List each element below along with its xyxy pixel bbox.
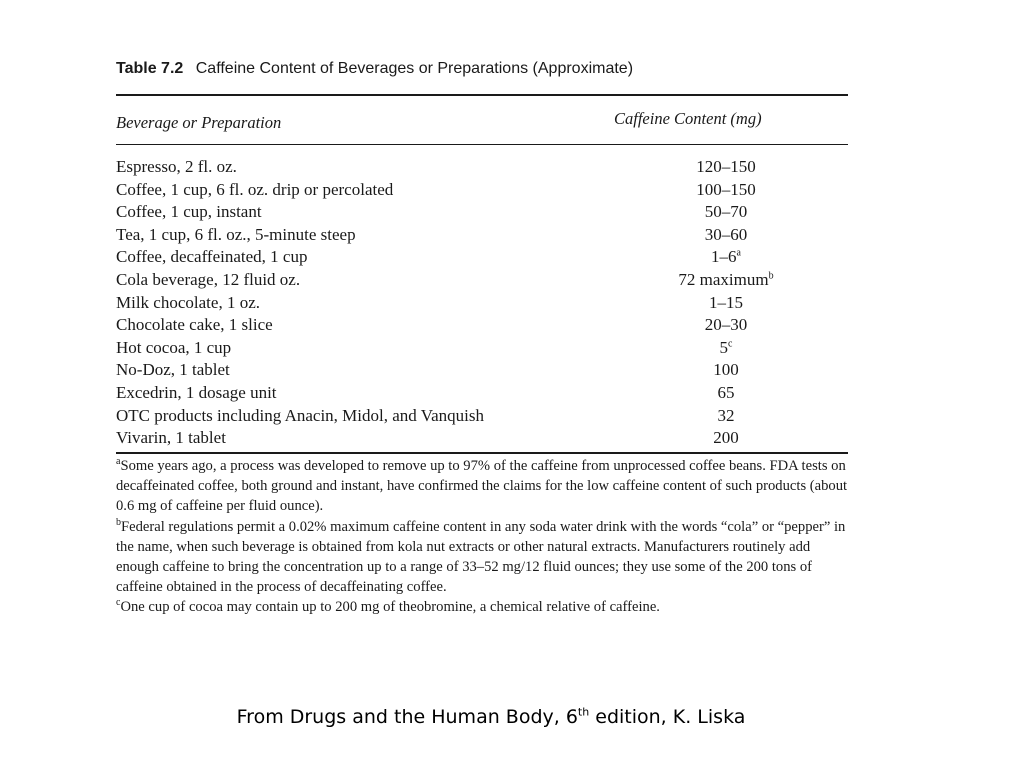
caffeine-value: 100–150 bbox=[696, 179, 756, 199]
caffeine-value: 120–150 bbox=[696, 157, 756, 176]
caffeine-cell bbox=[658, 314, 794, 337]
table-row bbox=[116, 269, 836, 292]
caffeine-value: 30–60 bbox=[704, 224, 748, 244]
table-row bbox=[116, 156, 836, 179]
footnote bbox=[116, 517, 856, 598]
table-row bbox=[116, 337, 836, 360]
footnote-mark: a bbox=[116, 456, 121, 468]
table-row bbox=[116, 201, 836, 224]
table-row bbox=[116, 382, 836, 405]
caffeine-cell bbox=[658, 427, 794, 450]
column-header-caffeine: Caffeine Content (mg) bbox=[614, 109, 762, 128]
beverage-cell: Espresso, 2 fl. oz. bbox=[116, 157, 237, 176]
table-row bbox=[116, 224, 836, 247]
caffeine-value: 1–6 bbox=[711, 247, 737, 267]
table-title: Caffeine Content of Beverages or Preparations (Approximate) bbox=[195, 60, 634, 77]
caffeine-cell bbox=[658, 382, 794, 405]
footnote-marker: c bbox=[728, 338, 733, 350]
caffeine-value: 32 bbox=[717, 405, 735, 425]
beverage-cell: Chocolate cake, 1 slice bbox=[116, 315, 273, 335]
caffeine-cell bbox=[658, 201, 794, 224]
beverage-cell: Cola beverage, 12 fluid oz. bbox=[116, 269, 301, 289]
top-rule bbox=[116, 94, 848, 96]
source-text-end: edition, K. Liska bbox=[589, 706, 746, 728]
beverage-cell: Milk chocolate, 1 oz. bbox=[116, 292, 260, 312]
bottom-rule bbox=[116, 452, 848, 454]
footnotes bbox=[116, 456, 856, 618]
beverage-cell: Hot cocoa, 1 cup bbox=[116, 337, 232, 357]
footnote bbox=[116, 597, 856, 617]
caffeine-cell bbox=[658, 224, 794, 247]
footnote-mark: b bbox=[116, 516, 121, 528]
table-row bbox=[116, 246, 836, 269]
table-row bbox=[116, 405, 836, 428]
table-row bbox=[116, 314, 836, 337]
caffeine-cell bbox=[658, 179, 794, 202]
beverage-cell: Coffee, 1 cup, 6 fl. oz. drip or percolated bbox=[116, 179, 394, 199]
table-caption bbox=[116, 60, 633, 78]
table-row bbox=[116, 179, 836, 202]
source-citation bbox=[0, 706, 982, 728]
beverage-cell: OTC products including Anacin, Midol, and Vanquish bbox=[116, 405, 484, 425]
caffeine-value: 20–30 bbox=[704, 315, 748, 335]
caffeine-value: 200 bbox=[713, 428, 739, 448]
caffeine-value: 65 bbox=[717, 382, 735, 402]
source-text: From Drugs and the Human Body, 6 bbox=[236, 706, 578, 728]
beverage-cell: Coffee, 1 cup, instant bbox=[116, 202, 262, 222]
table-row bbox=[116, 292, 836, 315]
caffeine-cell bbox=[658, 246, 794, 269]
caffeine-value: 1–15 bbox=[709, 292, 743, 312]
footnote-text: Federal regulations permit a 0.02% maximum caffeine content in any soda water drink with the words “cola” or “pepper” in the name, when such beverage is obtained from kola nut extracts or other natural extracts. Manufacturers routinely add enough caffeine to bring the concentration up to a range of 33–52 mg/12 fluid ounces; they use some of the 200 tons of caffeine obtained in the process of decaffeinating coffee. bbox=[116, 518, 846, 596]
caffeine-value: 72 maximum bbox=[678, 269, 769, 289]
footnote-text: One cup of cocoa may contain up to 200 mg of theobromine, a chemical relative of caffeine. bbox=[120, 599, 660, 616]
table-body bbox=[116, 156, 836, 450]
caffeine-cell bbox=[658, 359, 794, 382]
caffeine-cell bbox=[658, 337, 794, 360]
caffeine-cell bbox=[658, 405, 794, 428]
caffeine-cell bbox=[658, 269, 794, 292]
table-row bbox=[116, 427, 836, 450]
footnote-marker: a bbox=[736, 247, 741, 259]
caffeine-cell bbox=[658, 292, 794, 315]
caffeine-value: 50–70 bbox=[704, 202, 748, 222]
caffeine-value: 100 bbox=[713, 360, 739, 380]
header-rule bbox=[116, 144, 848, 145]
beverage-cell: Coffee, decaffeinated, 1 cup bbox=[116, 247, 308, 267]
source-superscript: th bbox=[577, 705, 590, 719]
footnote-text: Some years ago, a process was developed to remove up to 97% of the caffeine from unprocessed coffee beans. FDA tests on decaffeinated coffee, both ground and instant, have confirmed the claims for the low caffeine content of such products (about 0.6 mg of caffeine per fluid ounce). bbox=[116, 458, 848, 515]
table-row bbox=[116, 359, 836, 382]
caffeine-cell bbox=[658, 156, 794, 179]
column-header-beverage: Beverage or Preparation bbox=[116, 113, 282, 132]
beverage-cell: Vivarin, 1 tablet bbox=[116, 428, 226, 448]
beverage-cell: Tea, 1 cup, 6 fl. oz., 5-minute steep bbox=[116, 224, 356, 244]
table-number: Table 7.2 bbox=[116, 60, 184, 77]
footnote bbox=[116, 456, 856, 517]
footnote-mark: c bbox=[116, 597, 121, 609]
caffeine-value: 5 bbox=[719, 337, 729, 357]
footnote-marker: b bbox=[768, 270, 774, 282]
beverage-cell: Excedrin, 1 dosage unit bbox=[116, 382, 277, 402]
beverage-cell: No-Doz, 1 tablet bbox=[116, 360, 230, 380]
